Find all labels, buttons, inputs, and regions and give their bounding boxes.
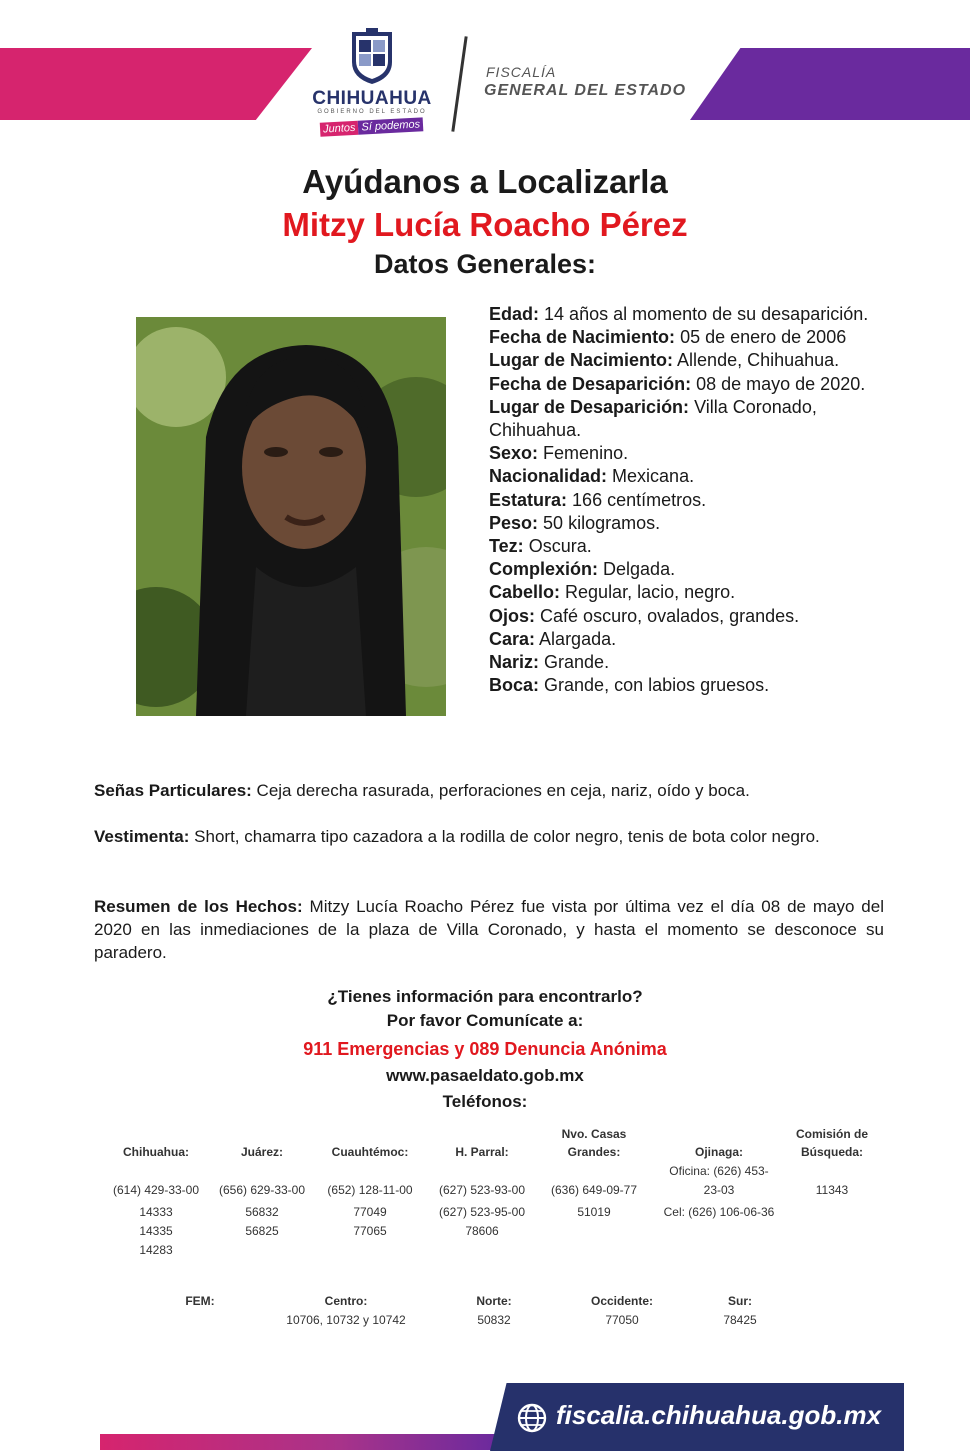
missing-person-photo [136, 317, 446, 716]
phone-ojinaga-1: Oficina: (626) 453- [669, 1164, 769, 1178]
data-row [489, 349, 889, 372]
phone-head-sur: Sur: [728, 1294, 752, 1308]
phones-label: Teléfonos: [442, 1092, 528, 1111]
data-label: Nacionalidad: [489, 466, 608, 487]
contact-question: ¿Tienes información para encontrarlo? [327, 987, 643, 1006]
data-label: Lugar de Nacimiento: [489, 350, 674, 371]
data-row [489, 489, 889, 512]
data-row [489, 442, 889, 465]
phone-juarez-1: (656) 629-33-00 [218, 1183, 306, 1197]
data-row [489, 651, 889, 674]
resumen-label: Resumen de los Hechos: [94, 897, 303, 916]
phone-head-parral: H. Parral: [455, 1145, 509, 1159]
data-value: Grande. [544, 652, 610, 673]
data-value: 166 centímetros. [572, 489, 707, 510]
data-row [489, 605, 889, 628]
data-value: Alargada. [539, 628, 617, 649]
phone-casas-1: (636) 649-09-77 [550, 1183, 638, 1197]
phone-head-cuauhtemoc: Cuauhtémoc: [331, 1145, 409, 1159]
data-value: Café oscuro, ovalados, grandes. [540, 605, 800, 626]
phone-parral-3: 78606 [465, 1224, 499, 1238]
resumen-value: Mitzy Lucía Roacho Pérez fue vista por última vez el día 08 de mayo del 2020 en las inmediaciones de la plaza de Villa Coronado, y hasta el momento se desconoce su paradero. [94, 897, 884, 962]
data-label: Edad: [489, 304, 540, 324]
phone-head-norte: Norte: [476, 1294, 512, 1308]
phone-parral-2: (627) 523-95-00 [438, 1205, 526, 1219]
agency-line-2: GENERAL DEL ESTADO [484, 82, 687, 99]
phone-ojinaga-3: Cel: (626) 106-06-36 [663, 1205, 775, 1219]
phone-sur-1: 78425 [723, 1313, 757, 1327]
footer-gradient-bar [100, 1434, 500, 1450]
brand-subtitle: GOBIERNO DEL ESTADO [317, 109, 427, 115]
data-value: Grande, con labios gruesos. [544, 675, 770, 696]
phone-head-ojinaga: Ojinaga: [694, 1145, 743, 1159]
phone-head-chihuahua: Chihuahua: [123, 1145, 189, 1159]
data-value: Allende, Chihuahua. [677, 350, 840, 371]
data-value: Femenino. [543, 443, 629, 464]
phone-parral-1: (627) 523-93-00 [438, 1183, 526, 1197]
section-title: Datos Generales: [373, 249, 597, 279]
phone-ojinaga-2: 23-03 [703, 1183, 735, 1197]
phone-head-juarez: Juárez: [240, 1145, 284, 1159]
phone-cuauhtemoc-2: 77049 [353, 1205, 387, 1219]
phone-chihuahua-2: 14333 [139, 1205, 173, 1219]
data-value: 50 kilogramos. [543, 512, 661, 533]
phone-norte-1: 50832 [477, 1313, 511, 1327]
page-title: Ayúdanos a Localizarla [302, 163, 668, 200]
data-label: Sexo: [489, 443, 539, 464]
data-row [489, 581, 889, 604]
data-value: 05 de enero de 2006 [680, 327, 847, 348]
header-divider [451, 36, 467, 131]
data-label: Cara: [489, 628, 536, 649]
data-value: Villa Coronado, Chihuahua. [489, 396, 817, 441]
data-label: Cabello: [489, 582, 561, 603]
missing-person-name: Mitzy Lucía Roacho Pérez [282, 206, 688, 243]
data-label: Fecha de Nacimiento: [489, 327, 676, 348]
chihuahua-logo [308, 28, 436, 135]
data-label: Nariz: [489, 652, 540, 673]
phone-chihuahua-3: 14335 [139, 1224, 173, 1238]
phone-head-centro: Centro: [324, 1294, 368, 1308]
phone-juarez-3: 56825 [245, 1224, 279, 1238]
vestimenta-label: Vestimenta: [94, 827, 190, 846]
data-row [489, 558, 889, 581]
phone-head-fem: FEM: [185, 1294, 215, 1308]
phone-cuauhtemoc-3: 77065 [353, 1224, 387, 1238]
phone-head-comision-2: Búsqueda: [800, 1145, 863, 1159]
data-row [489, 512, 889, 535]
data-value: Delgada. [603, 559, 676, 580]
data-row [489, 465, 889, 488]
agency-line-1: FISCALÍA [486, 64, 557, 80]
data-value: Oscura. [528, 536, 592, 557]
phone-cuauhtemoc-1: (652) 128-11-00 [327, 1183, 413, 1197]
tip-website-link[interactable]: www.pasaeldato.gob.mx [386, 1066, 584, 1085]
vestimenta-value: Short, chamarra tipo cazadora a la rodilla de color negro, tenis de bota color negro. [194, 827, 820, 846]
data-label: Tez: [489, 536, 524, 557]
phone-chihuahua-1: (614) 429-33-00 [112, 1183, 200, 1197]
data-label: Lugar de Desaparición: [489, 396, 690, 417]
data-value: 08 de mayo de 2020. [696, 373, 866, 394]
phone-head-occidente: Occidente: [590, 1294, 653, 1308]
phone-casas-2: 51019 [577, 1205, 611, 1219]
header-band-right [690, 48, 970, 120]
coat-of-arms-icon [346, 28, 398, 86]
distinguishing-marks [94, 779, 884, 802]
data-row [489, 535, 889, 558]
phone-head-comision-1: Comisión de [795, 1127, 868, 1141]
phone-juarez-2: 56832 [245, 1205, 279, 1219]
phone-occidente-1: 77050 [605, 1313, 639, 1327]
data-value: Mexicana. [612, 466, 695, 487]
emergency-numbers: 911 Emergencias y 089 Denuncia Anónima [303, 1039, 667, 1059]
data-label: Complexión: [489, 559, 599, 580]
data-value: 14 años al momento de su desaparición. [544, 304, 869, 324]
senas-value: Ceja derecha rasurada, perforaciones en ceja, nariz, oído y boca. [256, 781, 750, 800]
phone-head-casas-1: Nvo. Casas [561, 1127, 627, 1141]
data-row [489, 373, 889, 396]
data-label: Boca: [489, 675, 540, 696]
senas-label: Señas Particulares: [94, 781, 252, 800]
data-label: Ojos: [489, 605, 536, 626]
general-data-list [489, 303, 889, 697]
slogan [320, 114, 424, 137]
phone-comision-1: 11343 [815, 1183, 849, 1197]
data-row [489, 396, 889, 442]
slogan-part-1: Juntos [320, 121, 359, 137]
header-band-left [0, 48, 312, 120]
summary-of-facts [94, 895, 884, 964]
data-row [489, 303, 889, 326]
phone-head-casas-2: Grandes: [567, 1145, 621, 1159]
data-label: Estatura: [489, 489, 568, 510]
data-row [489, 326, 889, 349]
contact-please: Por favor Comunícate a: [386, 1011, 584, 1030]
globe-icon [516, 1402, 548, 1434]
footer-website-link[interactable]: fiscalia.chihuahua.gob.mx [556, 1400, 882, 1430]
phone-centro-1: 10706, 10732 y 10742 [286, 1313, 406, 1327]
clothing [94, 825, 884, 848]
data-label: Peso: [489, 512, 539, 533]
data-row [489, 628, 889, 651]
data-row [489, 674, 889, 697]
data-value: Regular, lacio, negro. [565, 582, 736, 603]
data-label: Fecha de Desaparición: [489, 373, 692, 394]
phone-chihuahua-4: 14283 [139, 1243, 173, 1257]
brand-name: CHIHUAHUA [312, 88, 432, 109]
slogan-part-2: Sí podemos [359, 117, 424, 134]
